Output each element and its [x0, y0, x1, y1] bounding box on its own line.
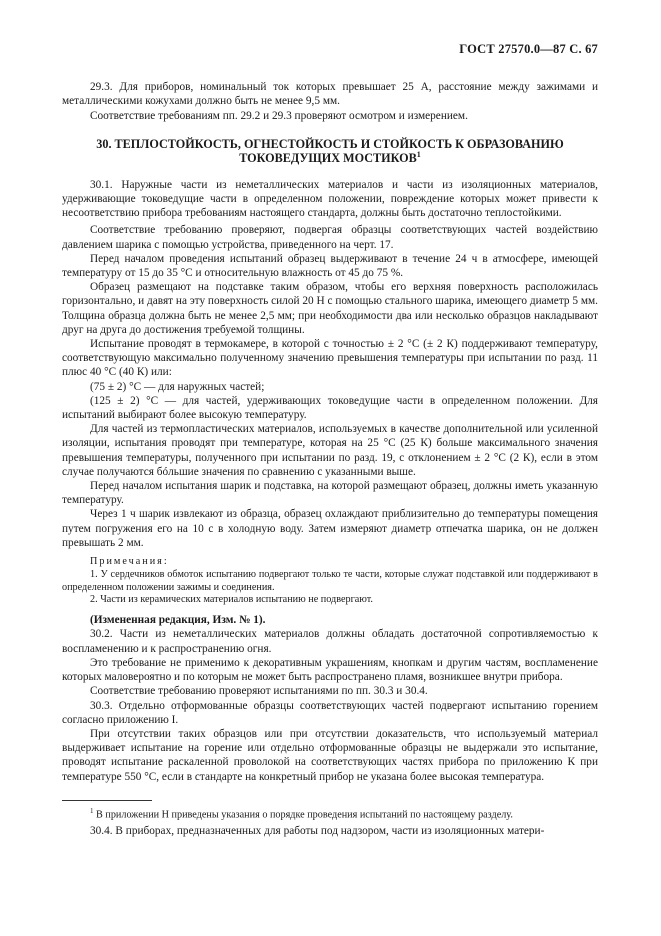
footnote-mark: 1: [90, 806, 94, 815]
note-1: 1. У сердечников обмоток испытанию подвергают только те части, которые служат подставкой или поддерживают в определенном положении зажимы и соединения.: [62, 568, 598, 593]
paragraph-30-1-measure: Через 1 ч шарик извлекают из образца, образец охлаждают приблизительно до температуры помещения путем погружения его на 10 с в холодную воду. Затем измеряют диаметр отпечатка шарика, он не должен превышать 2 мм.: [62, 508, 598, 549]
paragraph-30-1-conditioning: Перед началом проведения испытаний образец выдерживают в течение 24 ч в атмосфере, имеющей температуру от 15 до 35 °С и относительную влажность от 45 до 75 %.: [62, 252, 598, 280]
notes-title: Примечания:: [90, 556, 169, 568]
section-heading-text: 30. ТЕПЛОСТОЙКОСТЬ, ОГНЕСТОЙКОСТЬ И СТОЙКОСТЬ К ОБРАЗОВАНИЮ ТОКОВЕДУЩИХ МОСТИКОВ: [96, 136, 564, 166]
paragraph-29-3: 29.3. Для приборов, номинальный ток которых превышает 25 А, расстояние между зажимами и металлическими кожухами должно быть не менее 9,5 мм.: [62, 81, 598, 108]
paragraph-30-3: 30.3. Отдельно отформованные образцы соответствующих частей подвергают испытанию горением согласно приложению I.: [62, 699, 598, 726]
footnote-text: В приложении Н приведены указания о порядке проведения испытаний по настоящему разделу.: [96, 809, 513, 821]
paragraph-30-4: 30.4. В приборах, предназначенных для работы под надзором, части из изоляционных матери-: [90, 825, 545, 838]
document-page: [62, 42, 598, 838]
footnote: [62, 805, 598, 821]
paragraph-30-2-exception: Это требование не применимо к декоративным украшениям, кнопкам и другим частям, воспламенение которых маловероятно и по которым не может быть распространено пламя, возникшее внутри прибора.: [62, 656, 598, 684]
footnote-divider: [62, 800, 152, 801]
paragraph-30-3-glow-wire: При отсутствии таких образцов или при отсутствии доказательств, что используемый материал выдерживает испытание на горение или отдельно отформованные образцы не выдержали это испытание, проводят испытание раскаленной проволокой на соответствующих частях прибора по приложению К при температуре 550 °С, если в стандарте на конкретный прибор не указана более высокая температура.: [62, 727, 598, 783]
paragraph-30-2: 30.2. Части из неметаллических материалов должны обладать достаточной сопротивляемостью к воспламенению и к распространению огня.: [62, 628, 598, 655]
paragraph-30-1-internal: (125 ± 2) °С — для частей, удерживающих токоведущие части в определенном положении. Для испытаний выбирают более высокую температуру.: [62, 394, 598, 422]
paragraph-30-2-check: Соответствие требованию проверяют испытаниями по пп. 30.3 и 30.4.: [90, 685, 428, 698]
page-header: ГОСТ 27570.0—87 С. 67: [459, 42, 598, 56]
paragraph-30-1-thermoplastic: Для частей из термопластических материалов, используемых в качестве дополнительной или усиленной изоляции, испытания проводят при температуре, которая на 25 °С (25 К) больше максимального значения превышения температуры, полученного при испытании по разд. 19, с отклонением ± 2 °С (2 К), если в этом случае получаются бóльшие значения по сравнению с указанными выше.: [62, 423, 598, 478]
section-heading: [82, 137, 578, 166]
paragraph-30-1: 30.1. Наружные части из неметаллических материалов и части из изоляционных материалов, удерживающие токоведущие части в определенном положении, повреждение которых может привести к несоответствию прибора требованиям настоящего стандарта, должны быть достаточно теплостойкими.: [62, 178, 598, 220]
paragraph-30-1-temperature: Перед началом испытания шарик и подставка, на которой размещают образец, должны иметь указанную температуру.: [62, 480, 598, 507]
heading-footnote-mark: 1: [416, 150, 421, 160]
paragraph-29-3-check: Соответствие требованиям пп. 29.2 и 29.3 проверяют осмотром и измерением.: [90, 109, 468, 122]
paragraph-30-1-external: (75 ± 2) °С — для наружных частей;: [90, 380, 265, 393]
paragraph-30-1-chamber: Испытание проводят в термокамере, в которой с точностью ± 2 °С (± 2 К) поддерживают температуру, соответствующую максимально полученному значению превышения температуры при испытании по разд. 11 плюс 40 °С (40 К) или:: [62, 338, 598, 379]
note-2: 2. Части из керамических материалов испытанию не подвергают.: [90, 594, 373, 606]
paragraph-30-1-specimen: Образец размещают на подставке таким образом, чтобы его верхняя поверхность расположилась горизонтально, и давят на эту поверхность силой 20 Н с помощью стального шарика, имеющего диаметр 5 мм. Толщина образца должна быть не менее 2,5 мм; при необходимости два или несколько образцов накладывают друг на друга до достижения требуемой толщины.: [62, 281, 598, 336]
amendment-note: (Измененная редакция, Изм. № 1).: [90, 614, 266, 627]
paragraph-30-1-check: Соответствие требованию проверяют, подвергая образцы соответствующих частей воздействию давлением шарика с помощью устройства, приведенного на черт. 17.: [62, 224, 598, 251]
